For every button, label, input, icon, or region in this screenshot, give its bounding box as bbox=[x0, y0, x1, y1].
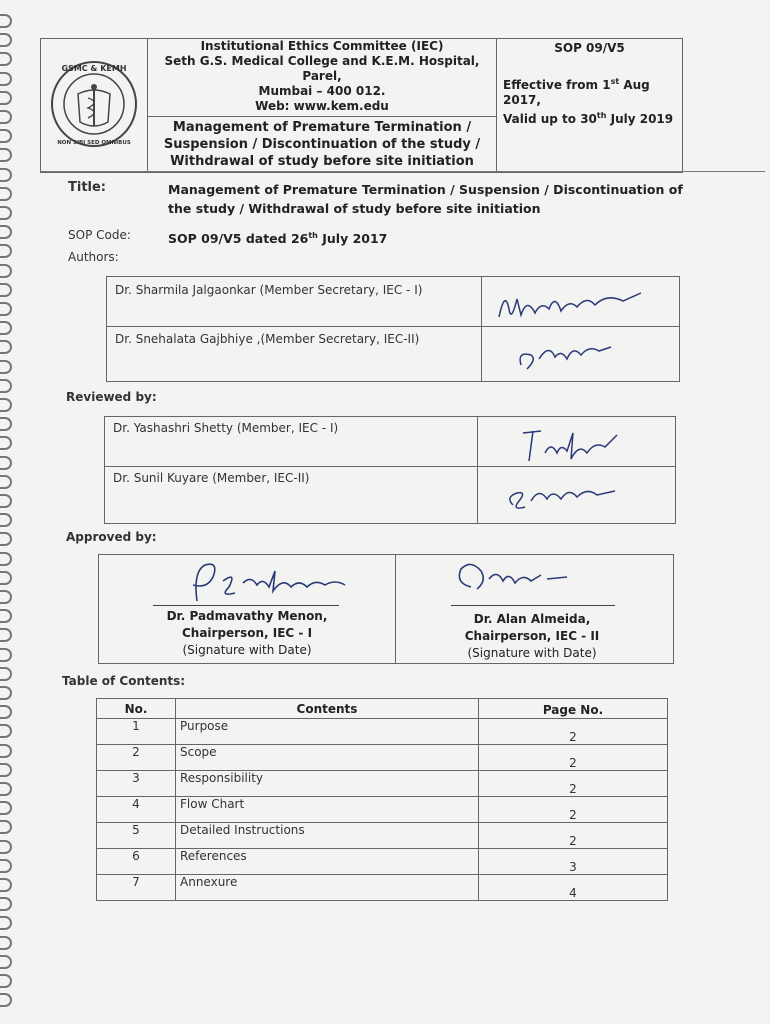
binding-ring bbox=[0, 686, 12, 700]
sop-code-label: SOP Code: bbox=[68, 228, 131, 242]
title-label: Title: bbox=[68, 180, 107, 195]
institution-seal-logo bbox=[48, 56, 140, 152]
toc-content: Responsibility bbox=[176, 771, 479, 797]
toc-row bbox=[97, 823, 668, 849]
toc-content: References bbox=[176, 849, 479, 875]
binding-ring bbox=[0, 552, 12, 566]
binding-ring bbox=[0, 974, 12, 988]
toc-page: 2 bbox=[479, 719, 668, 745]
binding-ring bbox=[0, 782, 12, 796]
reviewer-name: Dr. Yashashri Shetty (Member, IEC - I) bbox=[113, 421, 339, 435]
binding-ring bbox=[0, 513, 12, 527]
approver-role: Chairperson, IEC - II bbox=[464, 629, 600, 643]
binding-ring bbox=[0, 225, 12, 239]
approver-name: Dr. Alan Almeida, bbox=[473, 612, 591, 626]
binding-ring bbox=[0, 168, 12, 182]
author-name: Dr. Sharmila Jalgaonkar (Member Secretary, IEC - I) bbox=[115, 283, 423, 297]
binding-ring bbox=[0, 379, 12, 393]
toc-table bbox=[96, 698, 668, 901]
binding-ring bbox=[0, 820, 12, 834]
binding-ring bbox=[0, 763, 12, 777]
toc-content: Scope bbox=[176, 745, 479, 771]
toc-page: 2 bbox=[479, 771, 668, 797]
binding-ring bbox=[0, 360, 12, 374]
toc-number: 1 bbox=[97, 719, 176, 745]
toc-page: 4 bbox=[479, 875, 668, 901]
org-name: Institutional Ethics Committee (IEC) bbox=[200, 39, 444, 53]
reviewer-name: Dr. Sunil Kuyare (Member, IEC-II) bbox=[113, 471, 310, 485]
toc-content: Detailed Instructions bbox=[176, 823, 479, 849]
binding-ring bbox=[0, 916, 12, 930]
binding-ring bbox=[0, 628, 12, 642]
binding-ring bbox=[0, 321, 12, 335]
toc-number: 6 bbox=[97, 849, 176, 875]
org-website: Web: www.kem.edu bbox=[255, 99, 389, 113]
binding-ring bbox=[0, 244, 12, 258]
binding-ring bbox=[0, 571, 12, 585]
toc-row bbox=[97, 849, 668, 875]
binding-ring bbox=[0, 340, 12, 354]
toc-row bbox=[97, 745, 668, 771]
approver-right-block bbox=[395, 611, 669, 662]
effective-date: Effective from 1st Aug 2017, bbox=[503, 77, 650, 107]
binding-ring bbox=[0, 475, 12, 489]
approver-note: (Signature with Date) bbox=[182, 643, 312, 657]
header-underline bbox=[40, 171, 765, 172]
binding-ring bbox=[0, 878, 12, 892]
binding-ring bbox=[0, 148, 12, 162]
toc-content: Purpose bbox=[176, 719, 479, 745]
doc-title-line: Withdrawal of study before site initiation bbox=[170, 154, 474, 169]
approver-left-block bbox=[99, 608, 395, 659]
toc-header-no: No. bbox=[97, 699, 176, 719]
reviewers-table bbox=[104, 416, 676, 524]
approver-role: Chairperson, IEC - I bbox=[181, 626, 313, 640]
binding-ring bbox=[0, 110, 12, 124]
binding-ring bbox=[0, 936, 12, 950]
org-college: Seth G.S. Medical College and K.E.M. Hospital, Parel, bbox=[164, 54, 480, 83]
sop-version-cell bbox=[497, 39, 683, 173]
binding-ring bbox=[0, 840, 12, 854]
toc-content: Annexure bbox=[176, 875, 479, 901]
sop-number: SOP 09/V5 bbox=[554, 41, 625, 55]
toc-content: Flow Chart bbox=[176, 797, 479, 823]
binding-ring bbox=[0, 955, 12, 969]
toc-number: 4 bbox=[97, 797, 176, 823]
svg-text:NON SIBI SED OMNIBUS: NON SIBI SED OMNIBUS bbox=[57, 139, 131, 146]
approver-name: Dr. Padmavathy Menon, bbox=[166, 609, 328, 623]
toc-row bbox=[97, 771, 668, 797]
approver-note: (Signature with Date) bbox=[467, 646, 597, 660]
authors-label: Authors: bbox=[68, 250, 119, 264]
binding-ring bbox=[0, 532, 12, 546]
binding-ring bbox=[0, 897, 12, 911]
binding-ring bbox=[0, 436, 12, 450]
signature-gajbhiye bbox=[515, 329, 625, 377]
signature-menon bbox=[179, 557, 359, 605]
title-line: Management of Premature Termination / Suspension / Discontinuation of bbox=[168, 182, 683, 197]
spiral-binding bbox=[0, 0, 16, 1024]
signature-shetty bbox=[517, 423, 627, 467]
signature-kuyare bbox=[503, 471, 623, 519]
toc-row bbox=[97, 875, 668, 901]
valid-until-date: Valid up to 30th July 2019 bbox=[503, 111, 674, 126]
binding-ring bbox=[0, 302, 12, 316]
sop-header-table bbox=[40, 38, 683, 173]
binding-ring bbox=[0, 91, 12, 105]
binding-ring bbox=[0, 398, 12, 412]
institution-name-block bbox=[148, 39, 497, 117]
svg-text:GSMC & KEMH: GSMC & KEMH bbox=[61, 63, 127, 73]
binding-ring bbox=[0, 456, 12, 470]
binding-ring bbox=[0, 724, 12, 738]
approvers-table bbox=[98, 554, 674, 664]
binding-ring bbox=[0, 72, 12, 86]
binding-ring bbox=[0, 859, 12, 873]
toc-page: 2 bbox=[479, 745, 668, 771]
logo-cell bbox=[41, 39, 148, 173]
doc-title-line: Suspension / Discontinuation of the study / bbox=[163, 137, 481, 152]
binding-ring bbox=[0, 206, 12, 220]
toc-page: 2 bbox=[479, 823, 668, 849]
toc-number: 2 bbox=[97, 745, 176, 771]
sop-code-value: SOP 09/V5 dated 26th July 2017 bbox=[168, 231, 388, 247]
binding-ring bbox=[0, 648, 12, 662]
document-title bbox=[168, 180, 768, 218]
binding-ring bbox=[0, 609, 12, 623]
binding-ring bbox=[0, 705, 12, 719]
author-name: Dr. Snehalata Gajbhiye ,(Member Secretary, IEC-II) bbox=[115, 332, 420, 346]
toc-header-page: Page No. bbox=[479, 699, 668, 719]
binding-ring bbox=[0, 744, 12, 758]
org-address: Mumbai – 400 012. bbox=[258, 84, 386, 98]
toc-page: 2 bbox=[479, 797, 668, 823]
binding-ring bbox=[0, 801, 12, 815]
toc-number: 7 bbox=[97, 875, 176, 901]
toc-row bbox=[97, 719, 668, 745]
toc-label: Table of Contents: bbox=[62, 674, 186, 688]
binding-ring bbox=[0, 33, 12, 47]
toc-header-contents: Contents bbox=[176, 699, 479, 719]
binding-ring bbox=[0, 264, 12, 278]
document-title-block bbox=[148, 117, 497, 173]
title-line: the study / Withdrawal of study before site initiation bbox=[168, 201, 541, 216]
binding-ring bbox=[0, 52, 12, 66]
binding-ring bbox=[0, 129, 12, 143]
signature-almeida bbox=[449, 557, 589, 603]
toc-number: 5 bbox=[97, 823, 176, 849]
binding-ring bbox=[0, 494, 12, 508]
signature-jalgaonkar bbox=[495, 279, 645, 327]
binding-ring bbox=[0, 417, 12, 431]
approved-by-label: Approved by: bbox=[66, 530, 157, 544]
reviewed-by-label: Reviewed by: bbox=[66, 390, 157, 404]
binding-ring bbox=[0, 187, 12, 201]
binding-ring bbox=[0, 14, 12, 28]
toc-number: 3 bbox=[97, 771, 176, 797]
toc-page: 3 bbox=[479, 849, 668, 875]
binding-ring bbox=[0, 590, 12, 604]
toc-row bbox=[97, 797, 668, 823]
doc-title-line: Management of Premature Termination / bbox=[172, 120, 472, 135]
binding-ring bbox=[0, 283, 12, 297]
authors-table bbox=[106, 276, 680, 382]
binding-ring bbox=[0, 667, 12, 681]
binding-ring bbox=[0, 993, 12, 1007]
